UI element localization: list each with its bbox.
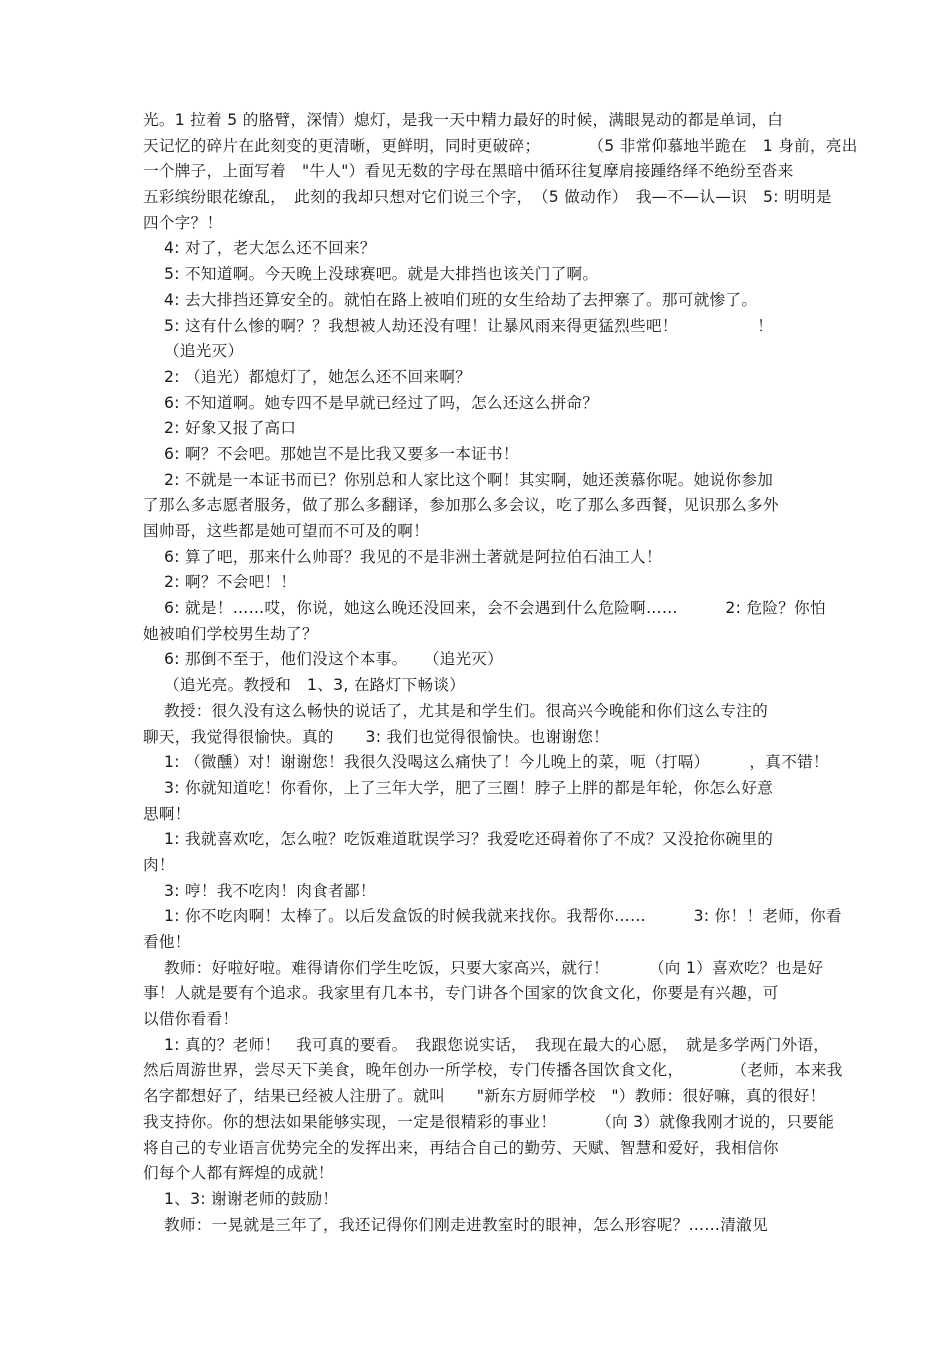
text-line: 教师：一晃就是三年了，我还记得你们刚走进教室时的眼神，怎么形容呢？……清澈见: [164, 1215, 768, 1234]
text-line: 五彩缤纷眼花缭乱， 此刻的我却只想对它们说三个字， （5 做动作） 我—不—认—识 5: 明明是: [143, 188, 832, 207]
text-line: 国帅哥，这些都是她可望而不可及的啊！: [143, 522, 430, 540]
text-line: 6: 啊？不会吧。那她岂不是比我又要多一本证书！: [164, 444, 519, 463]
text-line: 2: 不就是一本证书而已？你别总和人家比这个啊！其实啊，她还羡慕你呢。她说你参加: [164, 470, 774, 489]
text-line: 将自己的专业语言优势完全的发挥出来，再结合自己的勤劳、天赋、智慧和爱好，我相信你: [143, 1138, 779, 1157]
text-line: 光。1 拉着 5 的胳臂，深情）熄灯，是我一天中精力最好的时候，满眼晃动的都是单词，白: [143, 111, 784, 129]
text-line: 2: 好象又报了高口: [164, 419, 297, 438]
text-line: 她被咱们学校男生劫了？: [143, 624, 318, 643]
text-line: 4: 去大排挡还算安全的。就怕在路上被咱们班的女生给劫了去押寨了。那可就惨了。: [164, 290, 758, 309]
text-line: 天记忆的碎片在此刻变的更清晰，更鲜明，同时更破碎； （5 非常仰慕地半跪在 1 身前，亮出: [143, 136, 858, 155]
text-line: 然后周游世界，尝尽天下美食，晚年创办一所学校，专门传播各国饮食文化， （老师，本来我: [143, 1061, 843, 1080]
text-line: 3: 你就知道吃！你看你，上了三年大学，肥了三圈！脖子上胖的都是年轮，你怎么好意: [164, 778, 774, 797]
text-line: 思啊！: [143, 804, 191, 823]
text-line: 1: 真的？老师！ 我可真的要看。 我跟您说实话， 我现在最大的心愿， 就是多学两门外语，: [164, 1035, 830, 1054]
text-line: 四个字？！: [143, 213, 223, 232]
text-line: 2: 啊？不会吧！！: [164, 573, 297, 592]
text-line: 1: 你不吃肉啊！太棒了。以后发盒饭的时候我就来找你。我帮你…… 3: 你！！老师，你看: [164, 907, 842, 926]
text-line: 6: 不知道啊。她专四不是早就已经过了吗，怎么还这么拼命？: [164, 393, 599, 412]
text-line: 教授：很久没有这么畅快的说话了，尤其是和学生们。很高兴今晚能和你们这么专注的: [164, 701, 768, 720]
text-line: 1: （微醺）对！谢谢您！我很久没喝这么痛快了！今儿晚上的菜，呃（打嗝） ，真不错！: [164, 753, 829, 772]
text-line: 看他！: [143, 933, 191, 951]
text-line: 我支持你。你的想法如果能够实现，一定是很精彩的事业！ （向 3）就像我刚才说的，只要能: [143, 1112, 835, 1131]
text-line: 聊天，我觉得很愉快。真的 3: 我们也觉得很愉快。也谢谢您！: [143, 727, 610, 746]
text-line: 教师：好啦好啦。难得请你们学生吃饭，只要大家高兴，就行！ （向 1）喜欢吃？也是好: [164, 958, 824, 977]
text-line: 1: 我就喜欢吃，怎么啦？吃饭难道耽误学习？我爱吃还碍着你了不成？又没抢你碗里的: [164, 830, 774, 849]
text-line: 3: 哼！我不吃肉！肉食者鄙！: [164, 881, 376, 900]
text-line: （追光灭）: [164, 342, 244, 361]
text-line: 6: 那倒不至于，他们没这个本事。 （追光灭）: [164, 650, 504, 669]
text-line: 以借你看看！: [143, 1010, 239, 1029]
text-line: 4: 对了，老大怎么还不回来？: [164, 239, 376, 258]
text-line: 事！人就是要有个追求。我家里有几本书，专门讲各个国家的饮食文化，你要是有兴趣，可: [143, 984, 779, 1003]
text-line: 5: 这有什么惨的啊？？我想被人劫还没有哩！让暴风雨来得更猛烈些吧！ ！: [164, 316, 774, 335]
text-line: 2: （追光）都熄灯了，她怎么还不回来啊？: [164, 367, 472, 386]
text-line: 5: 不知道啊。今天晚上没球赛吧。就是大排挡也该关门了啊。: [164, 265, 599, 284]
text-line: 名字都想好了，结果已经被人注册了。就叫 "新东方厨师学校 "）教师：很好嘛，真的很好！: [143, 1087, 826, 1106]
text-line: 1、3: 谢谢老师的鼓励！: [164, 1189, 339, 1208]
document-body: [143, 108, 858, 1238]
text-line: 肉！: [143, 855, 175, 874]
text-line: 一个牌子，上面写着 "牛人"）看见无数的字母在黑暗中循环往复摩肩接踵络绎不绝纷至沓来: [143, 162, 794, 181]
text-line: （追光亮。教授和 1、3, 在路灯下畅谈）: [164, 676, 466, 695]
text-line: 们每个人都有辉煌的成就！: [143, 1164, 334, 1183]
text-line: 了那么多志愿者服务，做了那么多翻译，参加那么多会议，吃了那么多西餐，见识那么多外: [143, 496, 779, 515]
text-line: 6: 就是！……哎，你说，她这么晚还没回来，会不会遇到什么危险啊…… 2: 危险？你怕: [164, 599, 826, 618]
text-line: 6: 算了吧，那来什么帅哥？我见的不是非洲土著就是阿拉伯石油工人！: [164, 547, 662, 566]
